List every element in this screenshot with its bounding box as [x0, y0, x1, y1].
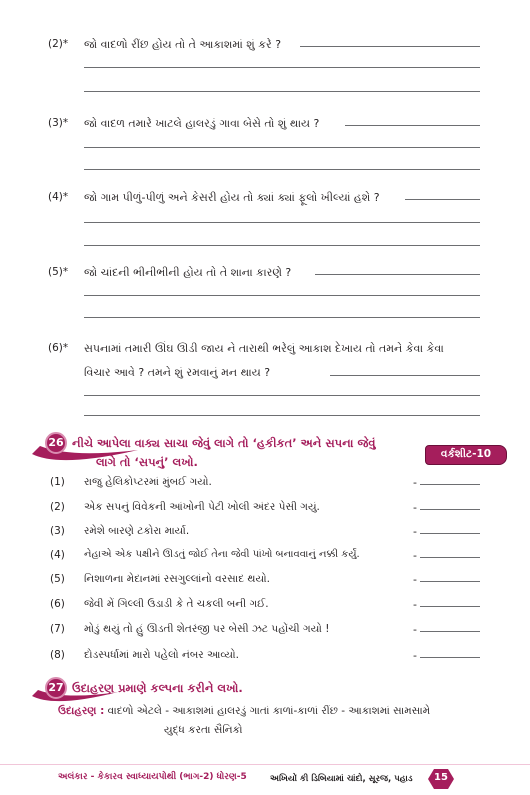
item-dash: -	[413, 623, 417, 636]
question-number: (4)*	[48, 191, 69, 203]
item-number: (3)	[50, 525, 65, 537]
item-number: (8)	[50, 649, 65, 661]
answer-line	[84, 415, 480, 416]
example-text: વાદળો એટલે - આકાશમાં હાલરડું ગાતાં કાળાં-કાળાં રીંછ - આકાશમાં સામસામે	[107, 705, 431, 717]
section-heading-line2: લાગે તો ‘સપનું’ લખો.	[96, 455, 198, 469]
question-text: જો વાદળો રીંછ હોય તો તે આકાશમાં શું કરે ?	[84, 38, 282, 51]
item-dash: -	[413, 476, 417, 489]
section-heading: ઉદાહરણ પ્રમાણે કલ્પના કરીને લખો.	[72, 681, 243, 695]
item-text: નિશાળના મેદાનમાં રસગુલ્લાંનો વરસાદ થયો.	[84, 573, 271, 585]
item-number: (7)	[50, 623, 65, 635]
list-item	[0, 598, 530, 618]
answer-line	[420, 484, 480, 485]
page-number: 15	[434, 772, 448, 783]
question-number: (5)*	[48, 266, 69, 278]
question-text: જો વાદળ તમારે ખાટલે હાલરડું ગાવા બેસે તો શું થાય ?	[84, 117, 320, 130]
answer-line	[405, 199, 480, 200]
question-text: જો ચાંદની ભીનીભીની હોય તો તે શાના કારણે ?	[84, 266, 292, 279]
answer-line	[84, 245, 480, 246]
item-dash: -	[413, 573, 417, 586]
list-item	[0, 623, 530, 643]
list-item	[0, 549, 530, 569]
answer-line	[345, 125, 480, 126]
answer-line	[420, 606, 480, 607]
question-text: સપનામાં તમારી ઊંઘ ઊડી જાય ને તારાથી ભરેલું આકાશ દેખાય તો તમને કેવા કેવા	[84, 342, 444, 355]
answer-line	[420, 657, 480, 658]
answer-line	[330, 375, 480, 376]
section-heading: નીચે આપેલા વાક્ય સાચા જેવું લાગે તો ‘હકીકત’ અને સપના જેવું	[72, 436, 376, 450]
item-text: રમેશે બારણે ટકોરા માર્યા.	[84, 525, 190, 537]
footer-book-title: અલંકાર - કેકારવ સ્વાધ્યાયપોથી (ભાગ-2) ધોરણ-5	[58, 772, 247, 782]
answer-line	[420, 581, 480, 582]
item-number: (4)	[50, 549, 65, 561]
item-text: એક સપનું વિવેકની આંખોની પેટી ખોલી અંદર પેસી ગયું.	[84, 501, 320, 513]
answer-line	[84, 222, 480, 223]
item-dash: -	[413, 525, 417, 538]
answer-line	[420, 509, 480, 510]
answer-line	[420, 557, 480, 558]
question-text-line2: વિચાર આવે ? તમને શું રમવાનું મન થાય ?	[84, 366, 271, 379]
question-number: (3)*	[48, 117, 69, 129]
list-item	[0, 573, 530, 593]
list-item	[0, 649, 530, 669]
item-number: (5)	[50, 573, 65, 585]
footer-divider	[0, 764, 530, 765]
answer-line	[84, 295, 480, 296]
answer-line	[84, 395, 480, 396]
item-number: (1)	[50, 476, 65, 488]
answer-line	[84, 91, 480, 92]
item-text: મોડું થયું તો હું ઊડતી શેતરંજી પર બેસી ઝટ પહોંચી ગયો !	[84, 623, 330, 635]
worksheet-tag: વર્કશીટ-10	[425, 445, 507, 465]
answer-line	[84, 169, 480, 170]
item-text: રાજુ હેલિકોપ્ટરમાં મુંબઈ ગયો.	[84, 476, 212, 488]
item-number: (6)	[50, 598, 65, 610]
answer-line	[420, 533, 480, 534]
item-text: દોડસ્પર્ધામાં મારો પહેલો નંબર આવ્યો.	[84, 649, 239, 661]
question-number: (2)*	[48, 38, 69, 50]
page-number-badge	[428, 769, 454, 789]
question-number: (6)*	[48, 342, 69, 354]
item-dash: -	[413, 549, 417, 562]
answer-line	[420, 631, 480, 632]
example-line	[58, 705, 430, 718]
example-line-2: યુદ્ધ કરતા સૈનિકો	[164, 724, 243, 736]
question-text: જો ગામ પીળું-પીળું અને કેસરી હોય તો ક્યાં ક્યાં ફૂલો ખીલ્યાં હશે ?	[84, 191, 380, 204]
item-text: નેહાએ એક પક્ષીને ઊડતું જોઈ તેના જેવી પાંખો બનાવવાનું નક્કી કર્યું.	[84, 549, 360, 560]
footer-chapter-title: અખિયોં કી ડિબિયામાં ચાંદો, સૂરજ, પહાડ	[270, 774, 413, 784]
section-number-badge: 26	[45, 432, 67, 454]
answer-line	[84, 67, 480, 68]
list-item	[0, 476, 530, 496]
answer-line	[315, 274, 480, 275]
answer-line	[300, 46, 480, 47]
item-number: (2)	[50, 501, 65, 513]
item-text: જેવી મેં ગિલ્લી ઉડાડી કે તે ચકલી બની ગઈ.	[84, 598, 269, 610]
item-dash: -	[413, 501, 417, 514]
item-dash: -	[413, 649, 417, 662]
answer-line	[84, 147, 480, 148]
item-dash: -	[413, 598, 417, 611]
section-number-badge: 27	[45, 677, 67, 699]
list-item	[0, 501, 530, 521]
example-label: ઉદાહરણ :	[58, 705, 105, 717]
answer-line	[84, 317, 480, 318]
list-item	[0, 525, 530, 545]
